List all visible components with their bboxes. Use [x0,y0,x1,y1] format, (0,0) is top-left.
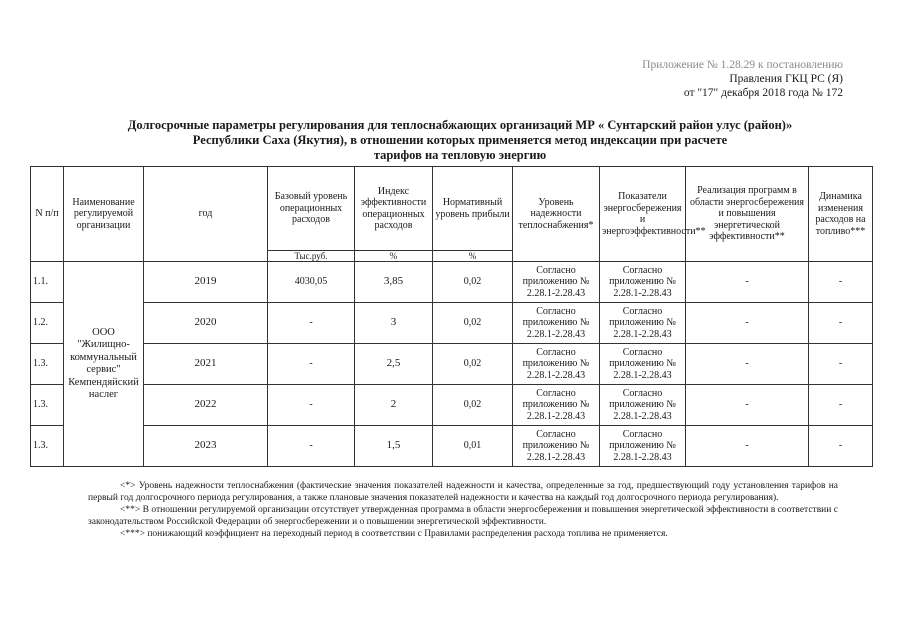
row-index: 3 [355,303,433,344]
date-line: от "17" декабря 2018 года № 172 [683,87,843,99]
row-reliability: Согласно приложению № 2.28.1-2.28.43 [513,262,600,303]
row-index: 1,5 [355,426,433,467]
row-reliability: Согласно приложению № 2.28.1-2.28.43 [513,385,600,426]
row-programs: - [686,344,809,385]
col-header-base: Базовый уровень операционных расходов [268,167,355,251]
row-programs: - [686,262,809,303]
unit-index: % [355,251,433,262]
table-row [31,262,873,303]
row-num: 1.3. [31,426,64,467]
title-line-2: Республики Саха (Якутия), в отношении которых применяется метод индексации при расчете [192,133,728,147]
row-efficiency: Согласно приложению № 2.28.1-2.28.43 [600,426,686,467]
title-line-1: Долгосрочные параметры регулирования для теплоснабжающих организаций МР « Сунтарский район улус (район)» [127,118,793,132]
table-row [31,426,873,467]
row-reliability: Согласно приложению № 2.28.1-2.28.43 [513,344,600,385]
row-year: 2022 [144,385,268,426]
row-base: - [268,426,355,467]
row-programs: - [686,426,809,467]
col-header-reliability: Уровень надежности теплоснабжения* [513,167,600,262]
board-line: Правления ГКЦ РС (Я) [729,73,843,85]
row-index: 2 [355,385,433,426]
row-base: - [268,344,355,385]
row-year: 2021 [144,344,268,385]
table-row [31,344,873,385]
footnote-programs: <**> В отношении регулируемой организации отсутствует утвержденная программа в области энергосбережения и повышения энергетической эффективности в соответствии с законодательством Российской Федерации об энергосбережении и о повышении энергетической эффективности. [88,505,838,527]
row-programs: - [686,385,809,426]
row-programs: - [686,303,809,344]
unit-profit: % [433,251,513,262]
table-row [31,385,873,426]
footnote-fuel: <***> понижающий коэффициент на переходный период в соответствии с Правилами распределения расхода топлива не применяется. [120,529,668,539]
footnote-reliability: <*> Уровень надежности теплоснабжения (фактические значения показателей надежности и качества, определенные за год, предшествующий году установления тарифов на первый год долгосрочного периода регулирования, а также плановые значения показателей надежности и качества на каждый год долгосрочного периода регулирования). [88,481,838,503]
row-profit: 0,02 [433,303,513,344]
row-reliability: Согласно приложению № 2.28.1-2.28.43 [513,303,600,344]
row-profit: 0,02 [433,262,513,303]
col-header-fuel: Динамика изменения расходов на топливо*** [809,167,873,262]
row-profit: 0,02 [433,385,513,426]
parameters-table [30,166,873,467]
row-efficiency: Согласно приложению № 2.28.1-2.28.43 [600,262,686,303]
col-header-profit: Нормативный уровень прибыли [433,167,513,251]
row-fuel: - [809,385,873,426]
row-year: 2023 [144,426,268,467]
col-header-programs: Реализация программ в области энергосбережения и повышения энергетической эффективности** [686,167,809,262]
row-reliability: Согласно приложению № 2.28.1-2.28.43 [513,426,600,467]
row-fuel: - [809,262,873,303]
row-base: 4030,05 [268,262,355,303]
document-title [60,118,860,163]
row-index: 3,85 [355,262,433,303]
row-year: 2020 [144,303,268,344]
row-profit: 0,01 [433,426,513,467]
row-efficiency: Согласно приложению № 2.28.1-2.28.43 [600,303,686,344]
row-fuel: - [809,303,873,344]
row-efficiency: Согласно приложению № 2.28.1-2.28.43 [600,344,686,385]
document-header [642,58,843,100]
title-line-3: тарифов на тепловую энергию [373,148,547,162]
col-header-year: год [144,167,268,262]
col-header-org: Наименование регулируемой организации [64,167,144,262]
col-header-index: Индекс эффективности операционных расходов [355,167,433,251]
row-fuel: - [809,344,873,385]
footnotes [88,480,838,540]
row-profit: 0,02 [433,344,513,385]
row-base: - [268,303,355,344]
row-num: 1.3. [31,385,64,426]
organization-name: ООО "Жилищно-коммунальный сервис" Кемпендяйский наслег [64,262,144,467]
row-num: 1.1. [31,262,64,303]
unit-base: Тыс.руб. [268,251,355,262]
col-header-num: N п/п [31,167,64,262]
row-efficiency: Согласно приложению № 2.28.1-2.28.43 [600,385,686,426]
row-base: - [268,385,355,426]
table-row [31,303,873,344]
col-header-efficiency: Показатели энергосбережения и энергоэффективности** [600,167,686,262]
row-index: 2,5 [355,344,433,385]
row-fuel: - [809,426,873,467]
row-num: 1.3. [31,344,64,385]
appendix-line: Приложение № 1.28.29 к постановлению [642,59,843,71]
row-num: 1.2. [31,303,64,344]
row-year: 2019 [144,262,268,303]
